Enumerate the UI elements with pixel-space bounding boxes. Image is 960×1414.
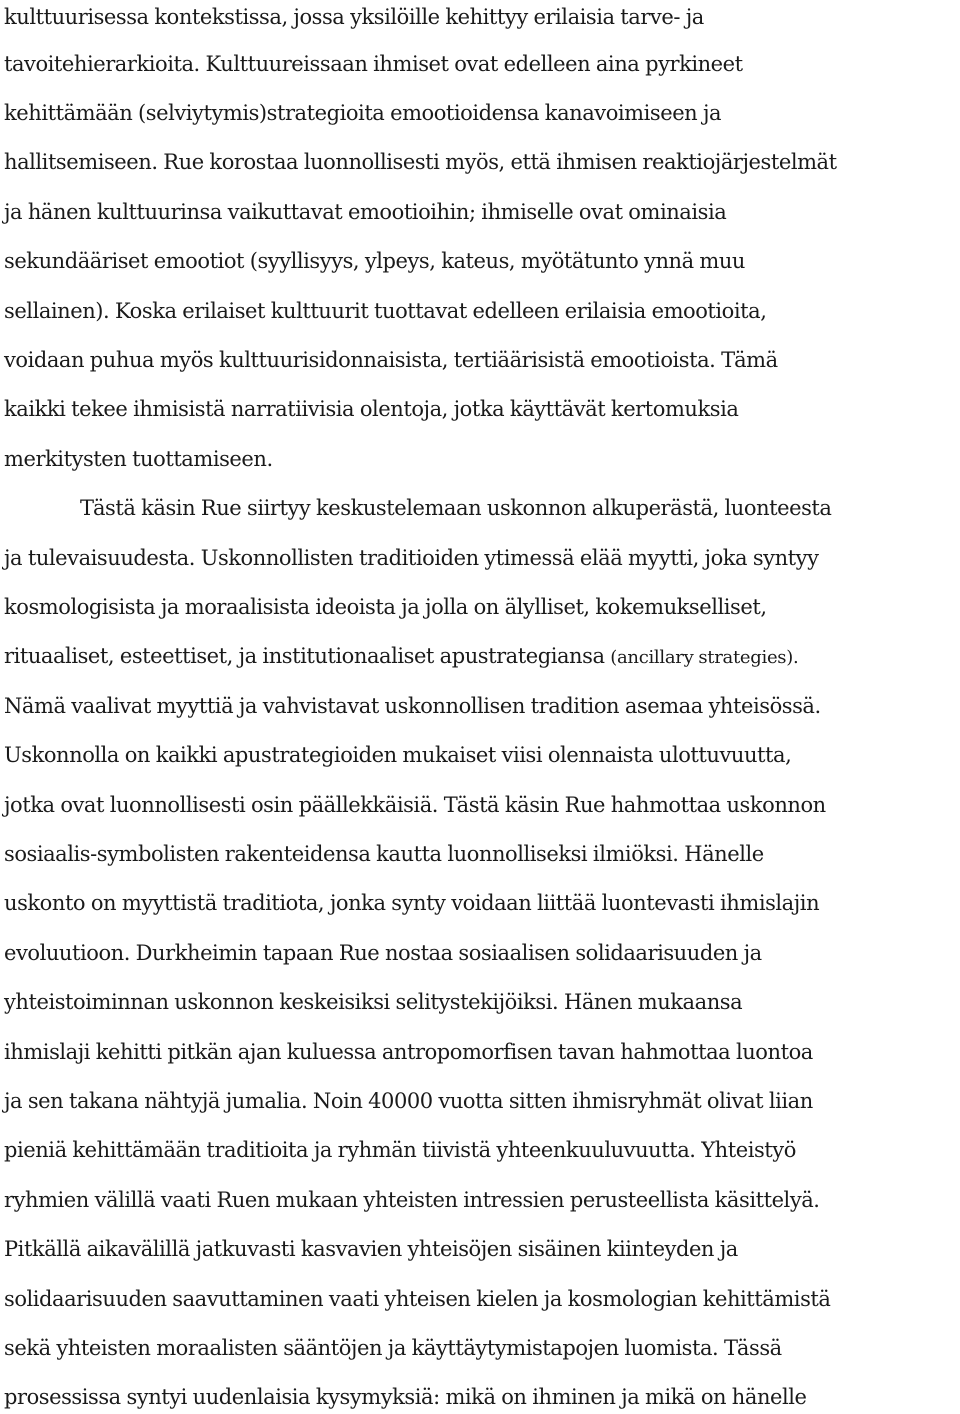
text-line: pieniä kehittämään traditioita ja ryhmän tiivistä yhteenkuuluvuutta. Yhteistyö (4, 1138, 796, 1162)
text-line: ja sen takana nähtyjä jumalia. Noin 40000 vuotta sitten ihmisryhmät olivat liian (4, 1089, 813, 1113)
text-line: sosiaalis-symbolisten rakenteidensa kautta luonnolliseksi ilmiöksi. Hänelle (4, 842, 764, 866)
text-line: tavoitehierarkioita. Kulttuureissaan ihmiset ovat edelleen aina pyrkineet (4, 52, 743, 76)
text-line: kehittämään (selviytymis)strategioita emootioidensa kanavoimiseen ja (4, 101, 722, 125)
text-line: jotka ovat luonnollisesti osin päällekkäisiä. Tästä käsin Rue hahmottaa uskonnon (4, 793, 826, 817)
text-span: rituaaliset, esteettiset, ja institutionaaliset apustrategiansa (4, 644, 605, 668)
text-line: kosmologisista ja moraalisista ideoista ja jolla on älylliset, kokemukselliset, (4, 595, 767, 619)
text-line: sekundääriset emootiot (syyllisyys, ylpeys, kateus, myötätunto ynnä muu (4, 249, 746, 273)
text-line: Uskonnolla on kaikki apustrategioiden mukaiset viisi olennaista ulottuvuutta, (4, 743, 792, 767)
text-line: sekä yhteisten moraalisten sääntöjen ja käyttäytymistapojen luomista. Tässä (4, 1336, 782, 1360)
text-line: solidaarisuuden saavuttaminen vaati yhteisen kielen ja kosmologian kehittämistä (4, 1287, 831, 1311)
text-line: uskonto on myyttistä traditiota, jonka synty voidaan liittää luontevasti ihmislajin (4, 891, 820, 915)
text-line: ja hänen kulttuurinsa vaikuttavat emootioihin; ihmiselle ovat ominaisia (4, 200, 727, 224)
text-line: prosessissa syntyi uudenlaisia kysymyksiä: mikä on ihminen ja mikä on hänelle (4, 1385, 807, 1409)
text-line: hallitsemiseen. Rue korostaa luonnollisesti myös, että ihmisen reaktiojärjestelmät (4, 150, 837, 174)
text-line: ryhmien välillä vaati Ruen mukaan yhteisten intressien perusteellista käsittelyä. (4, 1188, 820, 1212)
text-line: ihmislaji kehitti pitkän ajan kuluessa antropomorfisen tavan hahmottaa luontoa (4, 1040, 813, 1064)
text-line: evoluutioon. Durkheimin tapaan Rue nostaa sosiaalisen solidaarisuuden ja (4, 941, 762, 965)
text-line (4, 642, 798, 672)
text-line: voidaan puhua myös kulttuurisidonnaisista, tertiäärisistä emootioista. Tämä (4, 348, 778, 372)
text-line: yhteistoiminnan uskonnon keskeisiksi selitystekijöiksi. Hänen mukaansa (4, 990, 743, 1014)
text-line: kulttuurisessa kontekstissa, jossa yksilöille kehittyy erilaisia tarve- ja (4, 5, 704, 29)
text-line: kaikki tekee ihmisistä narratiivisia olentoja, jotka käyttävät kertomuksia (4, 397, 739, 421)
text-line: Nämä vaalivat myyttiä ja vahvistavat uskonnollisen tradition asemaa yhteisössä. (4, 694, 821, 718)
text-line: sellainen). Koska erilaiset kulttuurit tuottavat edelleen erilaisia emootioita, (4, 299, 767, 323)
text-line: ja tulevaisuudesta. Uskonnollisten traditioiden ytimessä elää myytti, joka syntyy (4, 546, 819, 570)
text-line: Pitkällä aikavälillä jatkuvasti kasvavien yhteisöjen sisäinen kiinteyden ja (4, 1237, 738, 1261)
text-line: merkitysten tuottamiseen. (4, 447, 273, 471)
paragraph-first-line: Tästä käsin Rue siirtyy keskustelemaan uskonnon alkuperästä, luonteesta (80, 496, 832, 520)
english-term-span: (ancillary strategies). (610, 647, 799, 668)
